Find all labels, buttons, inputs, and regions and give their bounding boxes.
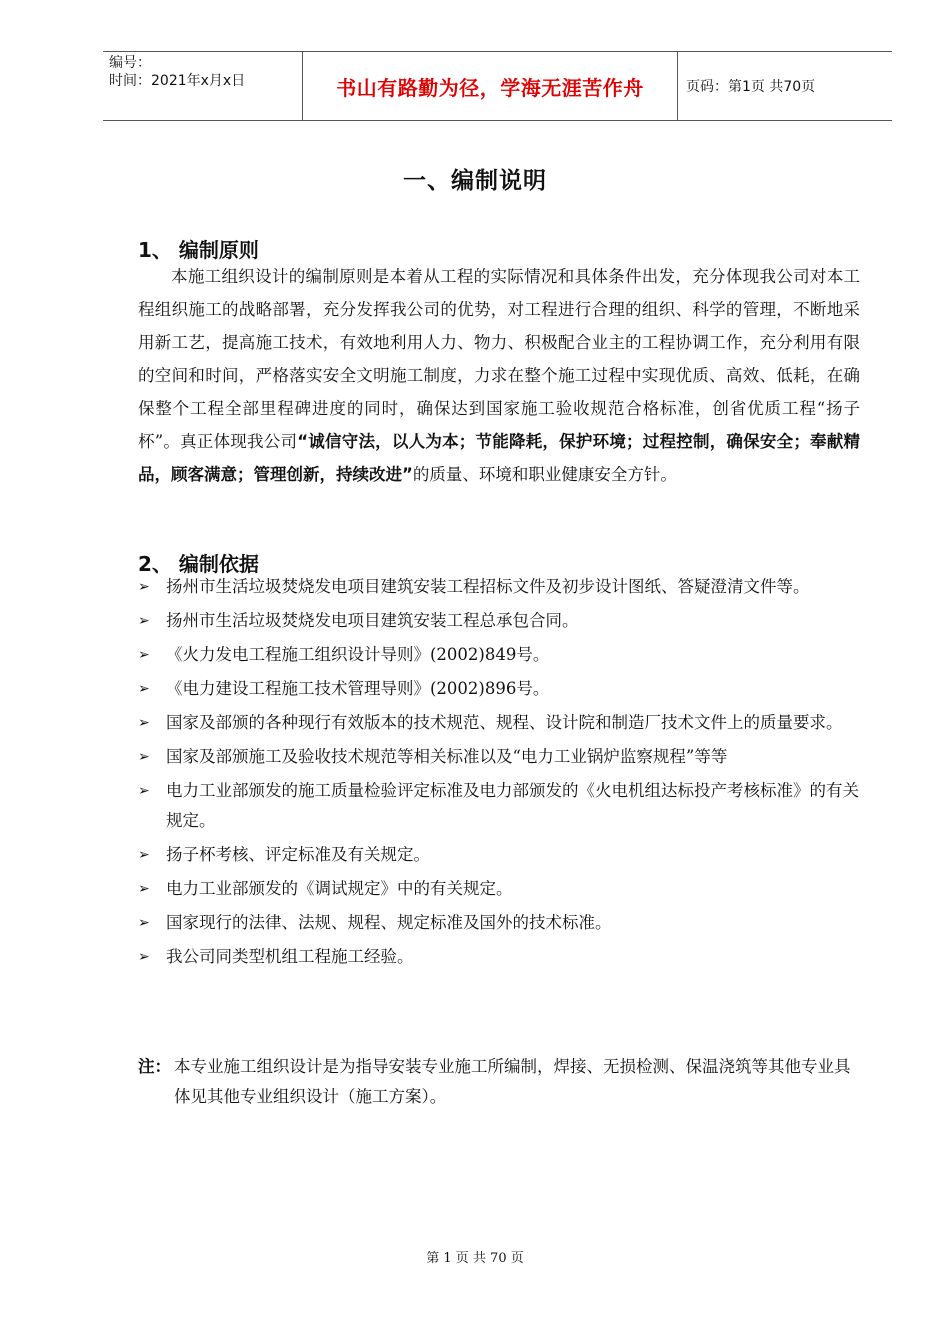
page-header	[103, 51, 892, 121]
list-item	[138, 942, 866, 972]
list-item-text: 扬子杯考核、评定标准及有关规定。	[166, 845, 430, 864]
list-item	[138, 742, 866, 772]
section-1-heading: 1、 编制原则	[138, 238, 259, 262]
note-label: 注：	[138, 1057, 171, 1076]
paragraph-text-end: 的质量、环境和职业健康安全方针。	[412, 465, 677, 484]
list-item	[138, 572, 866, 602]
list-item	[138, 776, 866, 836]
arrow-bullet-icon: ➢	[138, 915, 150, 931]
document-time-label: 时间：2021年x月x日	[109, 73, 246, 89]
header-meta	[103, 52, 303, 120]
list-item	[138, 708, 866, 738]
arrow-bullet-icon: ➢	[138, 681, 150, 697]
list-item-text: 我公司同类型机组工程施工经验。	[166, 947, 414, 966]
list-item-text: 扬州市生活垃圾焚烧发电项目建筑安装工程总承包合同。	[166, 611, 579, 630]
note	[138, 1052, 866, 1112]
arrow-bullet-icon: ➢	[138, 783, 150, 799]
list-item	[138, 840, 866, 870]
note-text: 本专业施工组织设计是为指导安装专业施工所编制，焊接、无损检测、保温浇筑等其他专业具体见其他专业组织设计（施工方案）。	[174, 1057, 851, 1106]
arrow-bullet-icon: ➢	[138, 881, 150, 897]
list-item-text: 《火力发电工程施工组织设计导则》(2002)849号。	[166, 645, 550, 664]
basis-list	[138, 572, 866, 976]
list-item-text: 《电力建设工程施工技术管理导则》(2002)896号。	[166, 679, 550, 698]
arrow-bullet-icon: ➢	[138, 613, 150, 629]
policy-bold-text: “诚信守法，以人为本；节能降耗，保护环境；过程控制，确保安全；奉献精品，顾客满意；管理创新，持续改进”	[138, 432, 860, 484]
header-page-info: 页码：第1页 共70页	[686, 79, 816, 95]
arrow-bullet-icon: ➢	[138, 749, 150, 765]
arrow-bullet-icon: ➢	[138, 579, 150, 595]
page-title: 一、编制说明	[403, 168, 547, 194]
arrow-bullet-icon: ➢	[138, 847, 150, 863]
header-motto: 书山有路勤为径，学海无涯苦作舟	[303, 52, 678, 120]
paragraph-text: 本施工组织设计的编制原则是本着从工程的实际情况和具体条件出发，充分体现我公司对本工程组织施工的战略部署，充分发挥我公司的优势，对工程进行合理的组织、科学的管理，不断地采用新工艺，提高施工技术，有效地利用人力、物力、积极配合业主的工程协调工作，充分利用有限的空间和时间，严格落实安全文明施工制度，力求在整个施工过程中实现优质、高效、低耗，在确保整个工程全部里程碑进度的同时，确保达到国家施工验收规范合格标准，创省优质工程“扬子杯”。真正体现我公司	[138, 267, 860, 451]
list-item-text: 国家及部颁的各种现行有效版本的技术规范、规程、设计院和制造厂技术文件上的质量要求。	[166, 713, 843, 732]
list-item-text: 国家及部颁施工及验收技术规范等相关标准以及“电力工业锅炉监察规程”等等	[166, 747, 728, 766]
arrow-bullet-icon: ➢	[138, 647, 150, 663]
document-number-label: 编号：	[109, 55, 151, 71]
list-item	[138, 674, 866, 704]
list-item-text: 电力工业部颁发的施工质量检验评定标准及电力部颁发的《火电机组达标投产考核标准》的有关规定。	[166, 781, 859, 830]
arrow-bullet-icon: ➢	[138, 715, 150, 731]
section-2-heading: 2、 编制依据	[138, 552, 259, 576]
list-item-text: 扬州市生活垃圾焚烧发电项目建筑安装工程招标文件及初步设计图纸、答疑澄清文件等。	[166, 577, 810, 596]
list-item-text: 国家现行的法律、法规、规程、规定标准及国外的技术标准。	[166, 913, 612, 932]
list-item	[138, 908, 866, 938]
section-1-paragraph	[138, 260, 860, 491]
list-item-text: 电力工业部颁发的《调试规定》中的有关规定。	[166, 879, 513, 898]
arrow-bullet-icon: ➢	[138, 949, 150, 965]
list-item	[138, 606, 866, 636]
page-footer: 第 1 页 共 70 页	[426, 1251, 524, 1266]
list-item	[138, 874, 866, 904]
list-item	[138, 640, 866, 670]
